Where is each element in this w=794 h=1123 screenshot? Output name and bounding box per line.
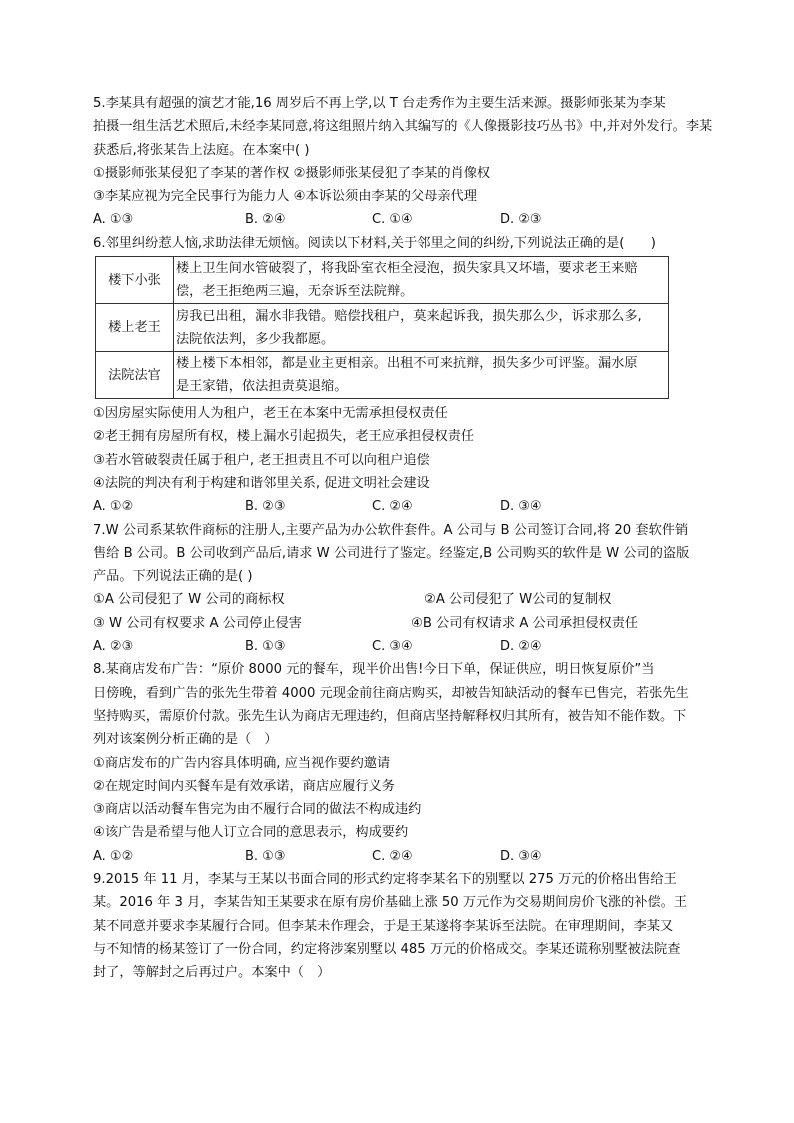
dispute-table: [95, 256, 669, 399]
statement-cell: [174, 304, 669, 352]
statement-item: ③若水管破裂责任属于租户, 老王担责且不可以向租户追偿: [93, 452, 430, 468]
speaker-cell: 楼下小张: [96, 257, 174, 304]
option-b: B. ②④: [245, 212, 286, 228]
statement-cell: [174, 257, 669, 304]
question-5: [93, 92, 713, 232]
question-stem-line: 产品。下列说法正确的是( ): [93, 569, 253, 585]
table-row: [96, 257, 669, 304]
statement-line: 楼上卫生间水管破裂了，将我卧室衣柜全浸泡，损失家具又坏墙，要求老王来赔: [176, 261, 638, 277]
statement-cell: [174, 352, 669, 399]
statement-line: 房我已出租，漏水非我错。赔偿找租户，莫来起诉我，损失那么少，诉求那么多,: [176, 308, 642, 324]
question-stem-line: 5.李某具有超强的演艺才能,16 周岁后不再上学,以 T 台走秀作为主要生活来源。摄影师张某为李某: [93, 96, 666, 111]
statement-line: 法院依法判，多少我都愿。: [176, 331, 335, 347]
question-stem-line: 8.某商店发布广告：“原价 8000 元的餐车，现半价出售!今日下单，保证供应，明日恢复原价”当: [93, 662, 655, 678]
statement-item: ④法院的判决有利于构建和谐邻里关系, 促进文明社会建设: [93, 475, 430, 491]
question-7: [93, 519, 703, 659]
question-stem-line: 坚持购买，需原价付款。张先生认为商店无理违约，但商店坚持解释权归其所有，被告知不能作数。下: [93, 708, 687, 724]
question-stem-line: 6.邻里纠纷惹人恼,求助法律无烦恼。阅读以下材料,关于邻里之间的纠纷,下列说法正确的是( ): [93, 235, 656, 251]
statement-item: ③李某应视为完全民事行为能力人 ④本诉讼须由李某的父母亲代理: [93, 189, 477, 205]
question-9: [93, 868, 703, 984]
question-stem-line: 日傍晚，看到广告的张先生带着 4000 元现金前往商店购买，却被告知缺活动的餐车已售完，若张先生: [93, 685, 689, 701]
question-stem-line: 某不同意并要求李某履行合同。但李某未作理会，于是王某遂将李某诉至法院。在审理期间，李某又: [93, 918, 674, 934]
option-c: C. ③④: [372, 639, 413, 655]
statement-item: ③商店以活动餐车售完为由不履行合同的做法不构成违约: [93, 802, 422, 818]
question-stem-line: 售给 B 公司。B 公司收到产品后,请求 W 公司进行了鉴定。经鉴定,B 公司购买的软件是 W 公司的盗版: [93, 545, 690, 561]
option-d: D. ②④: [500, 639, 542, 655]
option-a: A. ①②: [93, 848, 134, 864]
question-6: [93, 232, 703, 519]
statement-row: [93, 588, 703, 611]
question-stem-line: 获悉后,将张某告上法庭。在本案中( ): [93, 142, 310, 158]
statement-item: ④该广告是希望与他人订立合同的意思表示，构成要约: [93, 825, 409, 841]
option-d: D. ③④: [500, 848, 542, 864]
option-b: B. ①③: [245, 639, 286, 655]
option-d: D. ②③: [500, 212, 542, 228]
question-stem-line: 9.2015 年 11 月，李某与王某以书面合同的形式约定将李某名下的别墅以 275 万元的价格出售给王: [93, 872, 677, 888]
question-stem-line: 封了，等解封之后再过户。本案中（ ）: [93, 965, 331, 981]
option-a: A. ②③: [93, 639, 134, 655]
option-b: B. ①③: [245, 848, 286, 864]
statement-item: ①因房屋实际使用人为租户，老王在本案中无需承担侵权责任: [93, 406, 448, 422]
option-a: A. ①②: [93, 499, 134, 515]
answer-options: [93, 845, 703, 868]
answer-options: [93, 208, 703, 231]
question-stem-line: 与不知情的杨某签订了一份合同，约定将涉案别墅以 485 万元的价格成交。李某还谎称别墅被法院查: [93, 941, 681, 957]
option-b: B. ②③: [245, 499, 286, 515]
statement-item: ②老王拥有房屋所有权，楼上漏水引起损失，老王应承担侵权责任: [93, 429, 475, 445]
question-stem-line: 某。2016 年 3 月，李某告知王某要求在原有房价基础上涨 50 万元作为交易期间房价飞涨的补偿。王: [93, 895, 688, 911]
answer-options: [93, 635, 703, 658]
option-c: C. ②④: [372, 499, 413, 515]
option-c: C. ①④: [372, 212, 413, 228]
statement-line: 偿，老王拒绝两三遍，无奈诉至法院辩。: [176, 284, 414, 300]
statement-item: ③ W 公司有权要求 A 公司停止侵害: [93, 615, 302, 631]
statement-item: ②在规定时间内买餐车是有效承诺，商店应履行义务: [93, 778, 395, 794]
statement-line: 是王家错，依法担责莫退缩。: [176, 379, 348, 395]
statement-item: ①A 公司侵犯了 W 公司的商标权: [93, 592, 285, 608]
speaker-cell: 法院法官: [96, 352, 174, 399]
option-a: A. ①③: [93, 212, 134, 228]
table-row: [96, 352, 669, 399]
statement-item: ①商店发布的广告内容具体明确, 应当视作要约邀请: [93, 755, 391, 771]
statement-line: 楼上楼下本相邻，都是业主更相亲。出租不可来抗辩，损失多少可评鉴。漏水原: [176, 356, 638, 372]
statement-item: ②A 公司侵犯了 W公司的复制权: [424, 592, 612, 608]
question-stem-line: 列对该案例分析正确的是（ ）: [93, 732, 278, 748]
statement-row: [93, 612, 703, 635]
question-stem-line: 拍摄一组生活艺术照后,未经李某同意,将这组照片纳入其编写的《人像摄影技巧丛书》中,并对外发行。李某: [93, 119, 713, 135]
table-row: [96, 304, 669, 352]
option-c: C. ②④: [372, 848, 413, 864]
statement-item: ④B 公司有权请求 A 公司承担侵权责任: [411, 615, 639, 631]
exam-page: [93, 92, 713, 985]
statement-item: ①摄影师张某侵犯了李某的著作权 ②摄影师张某侵犯了李某的肖像权: [93, 165, 491, 181]
option-d: D. ③④: [500, 499, 542, 515]
question-8: [93, 658, 703, 868]
question-stem-line: 7.W 公司系某软件商标的注册人,主要产品为办公软件套件。A 公司与 B 公司签订合同,将 20 套软件销: [93, 522, 689, 538]
speaker-cell: 楼上老王: [96, 304, 174, 352]
answer-options: [93, 495, 703, 518]
